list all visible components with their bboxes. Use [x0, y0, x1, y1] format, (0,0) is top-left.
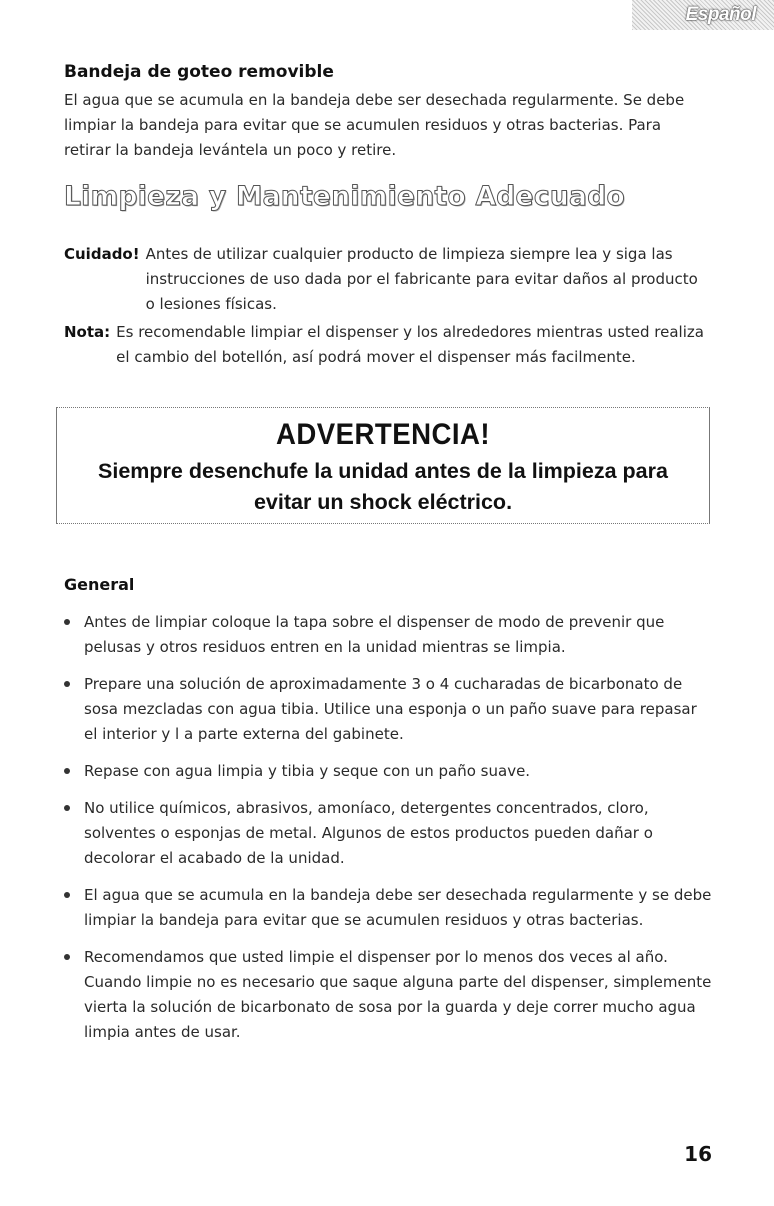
list-item: El agua que se acumula en la bandeja debe ser desechada regularmente y se debe limpiar la bandeja para evitar que se acumulen residuos y otras bacterias. — [64, 883, 714, 933]
list-item: Recomendamos que usted limpie el dispenser por lo menos dos veces al año. Cuando limpie no es necesario que saque alguna parte del dispenser, simplemente vierta la solución de bicarbonato de sosa por la guarda y deje correr mucho agua limpia antes de usar. — [64, 945, 714, 1045]
general-heading: General — [64, 575, 135, 594]
list-item: No utilice químicos, abrasivos, amoníaco, detergentes concentrados, cloro, solventes o esponjas de metal. Algunos de estos productos pueden dañar o decolorar el acabado de la unidad. — [64, 796, 714, 871]
caution-text: Antes de utilizar cualquier producto de limpieza siempre lea y siga las instrucciones de uso dada por el fabricante para evitar daños al producto o lesiones físicas. — [145, 245, 698, 313]
list-item: Repase con agua limpia y tibia y seque con un paño suave. — [64, 759, 714, 784]
list-item: Prepare una solución de aproximadamente 3 o 4 cucharadas de bicarbonato de sosa mezcladas con agua tibia. Utilice una esponja o un paño suave para repasar el interior y l a parte externa del gabinete. — [64, 672, 714, 747]
general-list — [64, 610, 714, 1045]
note-text: Es recomendable limpiar el dispenser y los alrededores mientras usted realiza el cambio del botellón, así podrá mover el dispenser más facilmente. — [116, 323, 704, 366]
warning-title: ADVERTENCIA! — [275, 418, 491, 451]
caution-label: Cuidado! — [64, 245, 140, 263]
page-number: 16 — [684, 1142, 712, 1166]
drip-tray-heading: Bandeja de goteo removible — [64, 62, 334, 82]
page-title: Limpieza y Mantenimiento Adecuado — [64, 181, 625, 212]
intro-section — [64, 62, 704, 370]
warning-text: Siempre desenchufe la unidad antes de la limpieza para evitar un shock eléctrico. — [98, 459, 668, 514]
general-section — [64, 575, 714, 1057]
note-label: Nota: — [64, 323, 111, 341]
note-block — [64, 320, 704, 370]
caution-block — [64, 242, 704, 317]
drip-tray-text: El agua que se acumula en la bandeja debe ser desechada regularmente. Se debe limpiar la bandeja para evitar que se acumulen residuos y otras bacterias. Para retirar la bandeja levántela un poco y retire. — [64, 91, 685, 159]
list-item: Antes de limpiar coloque la tapa sobre el dispenser de modo de prevenir que pelusas y otros residuos entren en la unidad mientras se limpia. — [64, 610, 714, 660]
language-tab — [632, 0, 774, 30]
language-label: Español — [685, 4, 756, 25]
warning-box — [56, 407, 710, 524]
